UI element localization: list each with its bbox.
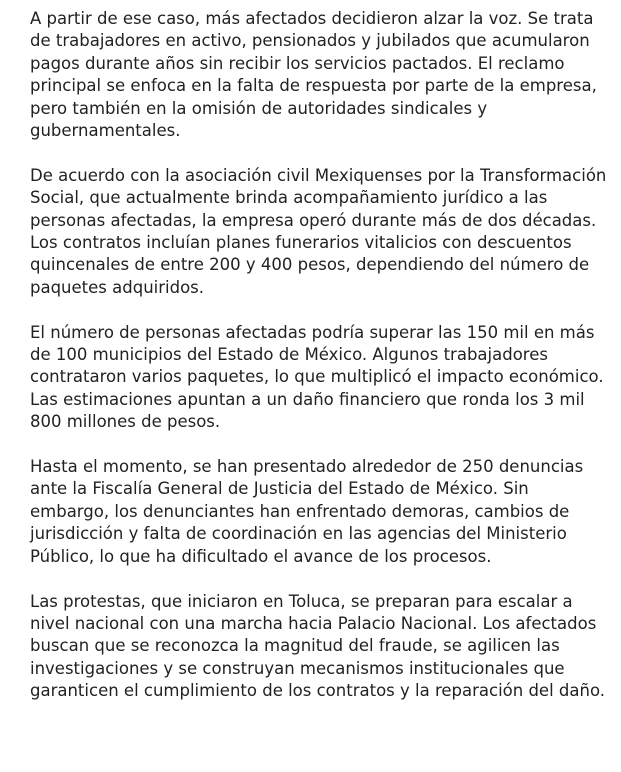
paragraph-4: Hasta el momento, se han presentado alrededor de 250 denuncias ante la Fiscalía General de Justicia del Estado de México. Sin embargo, los denunciantes han enfrentado demoras, cambios de jurisdicción y falta de coordinación en las agencias del Ministerio Público, lo que ha dificultado el avance de los procesos. [30,457,584,566]
paragraph-2: De acuerdo con la asociación civil Mexiquenses por la Transformación Social, que actualmente brinda acompañamiento jurídico a las personas afectadas, la empresa operó durante más de dos décadas. Los contratos incluían planes funerarios vitalicios con descuentos quincenales de entre 200 y 400 pesos, dependiendo del número de paquetes adquiridos. [30,165,607,297]
paragraph-5: Las protestas, que iniciaron en Toluca, se preparan para escalar a nivel nacional con una marcha hacia Palacio Nacional. Los afectados buscan que se reconozca la magnitud del fraude, se agilicen las investigaciones y se construyan mecanismos institucionales que garanticen el cumplimiento de los contratos y la reparación del daño. [30,591,606,701]
paragraph-1: A partir de ese caso, más afectados decidieron alzar la voz. Se trata de trabajadores en activo, pensionados y jubilados que acumularon pagos durante años sin recibir los servicios pactados. El reclamo principal se enfoca en la falta de respuesta por parte de la empresa, pero también en la omisión de autoridades sindicales y gubernamentales. [30,9,597,141]
paragraph-3: El número de personas afectadas podría superar las 150 mil en más de 100 municipios del Estado de México. Algunos trabajadores contrataron varios paquetes, lo que multiplicó el impacto económico. Las estimaciones apuntan a un daño financiero que ronda los 3 mil 800 millones de pesos. [30,322,604,432]
